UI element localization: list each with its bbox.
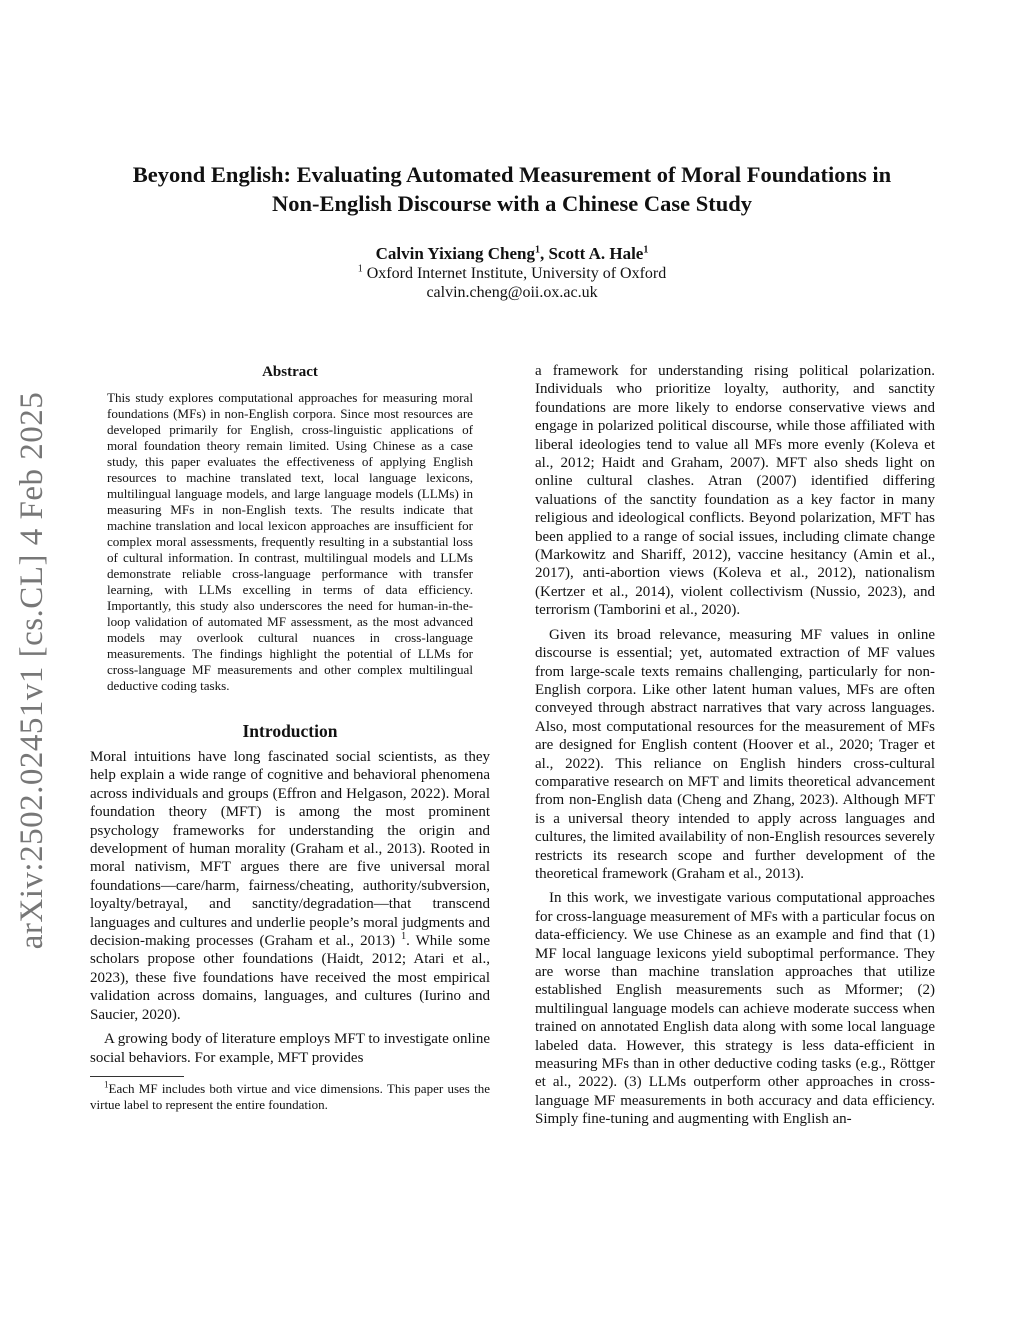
intro-p1-text-cont: . While some scholars propose other foundations (Haidt, 2012; Atari et al., 2023), these five foundations have received the most empirical validation across domains, languages, and cultures (Iurino and Saucier, 2020).	[90, 933, 490, 1023]
footnote-reference: 1	[401, 931, 407, 943]
introduction-heading: Introduction	[242, 721, 338, 741]
paper-title	[90, 160, 934, 218]
intro-p1-text: Moral intuitions have long fascinated social scientists, as they help explain a wide range of cognitive and behavioral phenomena across individuals and groups (Effron and Helgason, 2022). Moral foundation theory (MFT) is among the most prominent psychology frameworks for understanding the origin and development of human morality (Graham et al., 2013). Rooted in moral nativism, MFT argues there are five universal moral foundations—care/harm, fairness/cheating, authority/subversion, loyalty/betrayal, and sanctity/degradation—that transcend languages and cultures and underlie people’s moral judgments and decision-making processes (Graham et al., 2013)	[90, 749, 490, 950]
author-2-affil-mark: 1	[643, 244, 649, 256]
footnote-mark: 1	[104, 1079, 109, 1090]
title-line-2: Non-English Discourse with a Chinese Case Study	[271, 191, 753, 216]
right-paragraph-1: a framework for understanding rising political polarization. Individuals who prioritize loyalty, authority, and sanctity foundations are more likely to endorse conservative views and engage in polarized political discourse, while those affiliated with liberal ideologies tend to value all MFs more evenly (Koleva et al., 2012; Haidt and Graham, 2007). MFT also sheds light on online cultural clashes. Atran (2007) identified differing valuations of the sanctity foundation as a key factor in many religious and ideological conflicts. Beyond polarization, MFT has been applied to a range of social issues, including climate change (Markowitz and Shariff, 2012), vaccine hesitancy (Amin et al., 2017), anti-abortion views (Koleva et al., 2012), nationalism (Kertzer et al., 2014), violent collectivism (Nussio, 2023), and terrorism (Tamborini et al., 2020).	[535, 363, 935, 619]
abstract-heading: Abstract	[262, 364, 318, 380]
author-separator: ,	[539, 244, 549, 263]
author-block	[190, 244, 834, 302]
title-line-1: Beyond English: Evaluating Automated Measurement of Moral Foundations in	[132, 162, 892, 187]
arxiv-stamp-text: arXiv:2502.02451v1 [cs.CL] 4 Feb 2025	[14, 391, 51, 949]
affiliation-mark: 1	[357, 263, 363, 275]
intro-paragraph-1	[90, 748, 490, 1024]
arxiv-stamp	[8, 370, 58, 970]
author-email: calvin.cheng@oii.ox.ac.uk	[426, 284, 598, 301]
footnote	[90, 1081, 490, 1113]
abstract-text: This study explores computational approaches for measuring moral foundations (MFs) in non-English corpora. Since most resources are developed primarily for English, cross-linguistic applications of moral foundation theory remain limited. Using Chinese as a case study, this paper evaluates the effectiveness of applying English resources to machine translated text, local language lexicons, multilingual language models, and large language models (LLMs) in measuring MFs in non-English texts. The results indicate that machine translation and local lexicon approaches are insufficient for complex moral assessments, frequently resulting in a substantial loss of cultural information. In contrast, multilingual models and LLMs demonstrate reliable cross-language performance with transfer learning, with LLMs excelling in terms of data efficiency. Importantly, this study also underscores the need for human-in-the-loop validation of automated MF assessment, as the most advanced models may overlook cultural nuances in cross-language measurements. The findings highlight the potential of LLMs for cross-language MF measurements and other complex multilingual deductive coding tasks.	[107, 390, 473, 693]
footnote-text: Each MF includes both virtue and vice dimensions. This paper uses the virtue label to represent the entire foundation.	[90, 1080, 490, 1112]
author-names	[190, 244, 834, 264]
affiliation	[190, 264, 834, 283]
author-1-affil-mark: 1	[534, 244, 540, 256]
affiliation-text: Oxford Internet Institute, University of Oxford	[362, 265, 667, 282]
right-column	[535, 362, 935, 1129]
right-paragraph-3: In this work, we investigate various computational approaches for cross-language measurement of MFs with a particular focus on data-efficiency. We use Chinese as an example and find that (1) MF local language lexicons yield suboptimal performance. They are worse than machine translation approaches that utilize established English measurements such as Mformer; (2) multilingual language models can achieve moderate success when trained on annotated English data along with some local language labeled data. However, this strategy is less data-efficient in measuring MFs than in other deductive coding tasks (e.g., Röttger et al., 2022). (3) LLMs outperform other approaches in cross-language MF measurements in both accuracy and data efficiency. Simply fine-tuning and augmenting with English an-	[535, 890, 935, 1128]
left-column	[90, 362, 490, 1113]
author-2-name: Scott A. Hale	[548, 244, 644, 263]
right-paragraph-2: Given its broad relevance, measuring MF values in online discourse is essential; yet, automated extraction of MF values from large-scale texts remains challenging, particularly for non-English corpora. Like other latent human values, MFs are often conveyed through abstract narratives that vary across languages. Also, most computational resources for the measurement of MFs are designed for English content (Hoover et al., 2020; Trager et al., 2022). This reliance on English hinders cross-cultural comparative research on MFT and limits theoretical advancement from non-English data (Cheng and Zhang, 2023). Although MFT is a universal theory intended to apply across languages and cultures, the limited availability of non-English resources severely restricts its research scope and further development of the theoretical framework (Graham et al., 2013).	[535, 626, 935, 882]
author-1-name: Calvin Yixiang Cheng	[375, 244, 535, 263]
intro-paragraph-2: A growing body of literature employs MFT to investigate online social behaviors. For example, MFT provides	[90, 1031, 490, 1066]
footnote-divider	[90, 1076, 184, 1077]
